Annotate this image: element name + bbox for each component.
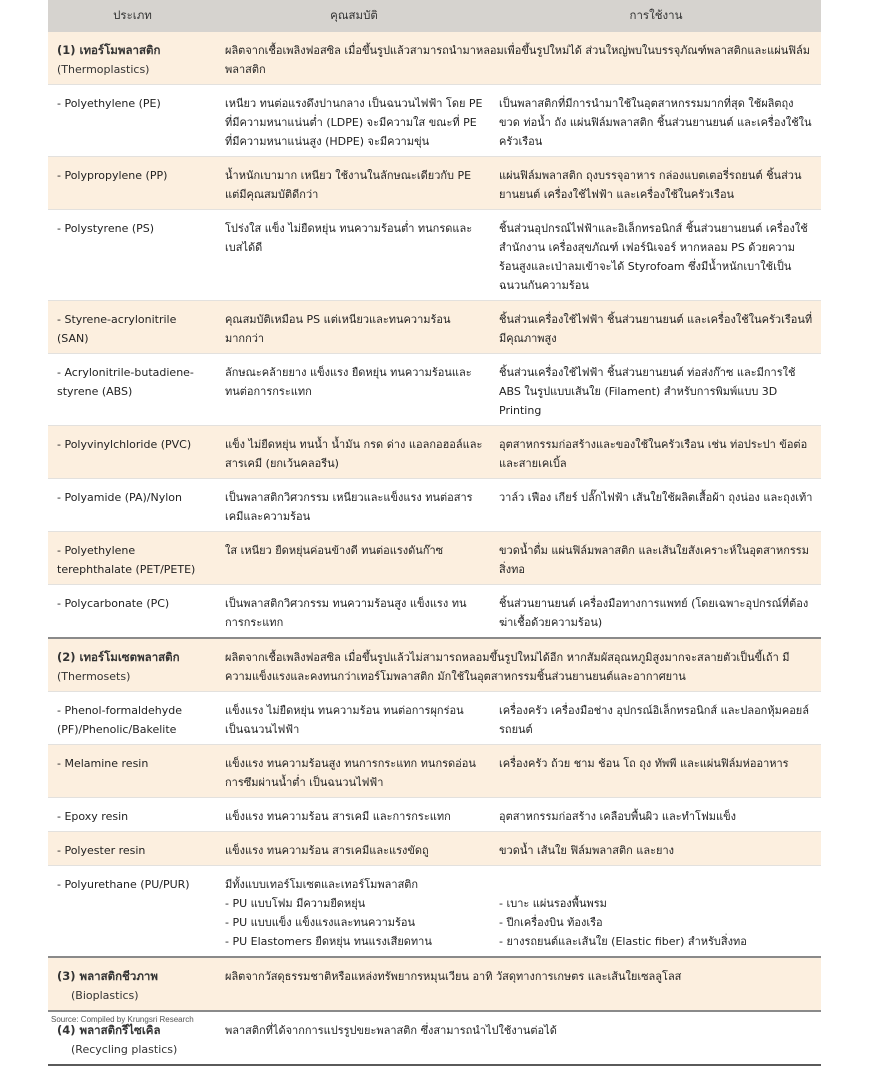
row-usage-line: - เบาะ แผ่นรองพื้นพรม [499, 897, 607, 910]
row-property: ใส เหนียว ยืดหยุ่นค่อนข้างดี ทนต่อแรงดันก๊าซ [217, 532, 491, 585]
row-usage: เครื่องครัว เครื่องมือช่าง อุปกรณ์อิเล็กทรอนิกส์ และปลอกหุ้มคอยล์รถยนต์ [491, 692, 821, 745]
row-property-line: - PU Elastomers ยืดหยุ่น ทนแรงเสียดทาน [225, 935, 432, 948]
header-property: คุณสมบัติ [217, 0, 491, 32]
row-usage: เครื่องครัว ถ้วย ชาม ช้อน โถ ถุง ทัพพี และแผ่นฟิล์มห่ออาหาร [491, 745, 821, 798]
row-type: - Acrylonitrile-butadiene-styrene (ABS) [48, 354, 217, 426]
table-row [48, 798, 821, 832]
group-subtitle: (Bioplastics) [71, 989, 139, 1002]
row-usage-line [499, 875, 815, 894]
row-usage: ชิ้นส่วนเครื่องใช้ไฟฟ้า ชิ้นส่วนยานยนต์ ท่อส่งก๊าซ และมีการใช้ ABS ในรูปแบบเส้นใย (Filament) สำหรับการพิมพ์แบบ 3D Printing [491, 354, 821, 426]
row-usage: เป็นพลาสติกที่มีการนำมาใช้ในอุตสาหกรรมมากที่สุด ใช้ผลิตถุง ขวด ท่อน้ำ ถัง แผ่นฟิล์มพลาสติก ชิ้นส่วนยานยนต์ และเครื่องใช้ในครัวเรือน [491, 85, 821, 157]
group-row-thermosets [48, 638, 821, 692]
row-property-line: มีทั้งแบบเทอร์โมเซตและเทอร์โมพลาสติก [225, 878, 419, 891]
row-type: - Polycarbonate (PC) [48, 585, 217, 639]
row-property: แข็งแรง ทนความร้อน สารเคมี และการกระแทก [217, 798, 491, 832]
group-title-cell [48, 32, 217, 85]
group-subtitle: (Recycling plastics) [71, 1043, 178, 1056]
row-usage: วาล์ว เฟือง เกียร์ ปลั๊กไฟฟ้า เส้นใยใช้ผลิตเสื้อผ้า ถุงน่อง และถุงเท้า [491, 479, 821, 532]
table-row [48, 585, 821, 639]
group-desc: ผลิตจากวัสดุธรรมชาติหรือแหล่งทรัพยากรหมุนเวียน อาทิ วัสดุทางการเกษตร และเส้นใยเซลลูโลส [217, 957, 821, 1011]
row-usage: ชิ้นส่วนยานยนต์ เครื่องมือทางการแพทย์ (โดยเฉพาะอุปกรณ์ที่ต้องฆ่าเชื้อด้วยความร้อน) [491, 585, 821, 639]
table-row [48, 354, 821, 426]
table-body [48, 32, 821, 1065]
table-row [48, 85, 821, 157]
group-subtitle: (Thermosets) [57, 670, 131, 683]
group-desc: พลาสติกที่ได้จากการแปรรูปขยะพลาสติก ซึ่งสามารถนำไปใช้งานต่อได้ [217, 1011, 821, 1065]
table-row [48, 479, 821, 532]
row-property: เป็นพลาสติกวิศวกรรม ทนความร้อนสูง แข็งแรง ทนการกระแทก [217, 585, 491, 639]
header-type: ประเภท [48, 0, 217, 32]
plastics-table [48, 0, 821, 1066]
group-subtitle: (Thermoplastics) [57, 63, 150, 76]
row-property: แข็ง ไม่ยืดหยุ่น ทนน้ำ น้ำมัน กรด ด่าง แอลกอฮอล์และสารเคมี (ยกเว้นคลอรีน) [217, 426, 491, 479]
table-row [48, 866, 821, 958]
row-type: - Epoxy resin [48, 798, 217, 832]
row-type: - Polyethylene (PE) [48, 85, 217, 157]
group-row-thermoplastics [48, 32, 821, 85]
row-type: - Polypropylene (PP) [48, 157, 217, 210]
row-type: - Polyester resin [48, 832, 217, 866]
table-row [48, 745, 821, 798]
row-type: - Melamine resin [48, 745, 217, 798]
table-row [48, 832, 821, 866]
row-property: เหนียว ทนต่อแรงดึงปานกลาง เป็นฉนวนไฟฟ้า โดย PE ที่มีความหนาแน่นต่ำ (LDPE) จะมีความใส ขณะที่ PE ที่มีความหนาแน่นสูง (HDPE) จะมีความขุ่น [217, 85, 491, 157]
group-title-cell [48, 638, 217, 692]
row-usage-line: - ยางรถยนต์และเส้นใย (Elastic fiber) สำหรับสิ่งทอ [499, 935, 747, 948]
plastics-table-container [48, 0, 821, 1066]
row-usage: อุตสาหกรรมก่อสร้าง เคลือบพื้นผิว และทำโฟมแข็ง [491, 798, 821, 832]
row-usage: แผ่นฟิล์มพลาสติก ถุงบรรจุอาหาร กล่องแบตเตอรี่รถยนต์ ชิ้นส่วนยานยนต์ เครื่องใช้ไฟฟ้า และเครื่องใช้ในครัวเรือน [491, 157, 821, 210]
table-row [48, 426, 821, 479]
row-usage [491, 866, 821, 958]
row-property: น้ำหนักเบามาก เหนียว ใช้งานในลักษณะเดียวกับ PE แต่มีคุณสมบัติดีกว่า [217, 157, 491, 210]
row-type: - Styrene-acrylonitrile (SAN) [48, 301, 217, 354]
group-title-cell [48, 957, 217, 1011]
row-usage-line: - ปีกเครื่องบิน ท้องเรือ [499, 916, 603, 929]
row-property: แข็งแรง ทนความร้อน สารเคมีและแรงขัดถู [217, 832, 491, 866]
group-title: (4) พลาสติกรีไซเคิล [57, 1023, 161, 1037]
table-header-row [48, 0, 821, 32]
group-desc: ผลิตจากเชื้อเพลิงฟอสซิล เมื่อขึ้นรูปแล้วสามารถนำมาหลอมเพื่อขึ้นรูปใหม่ได้ ส่วนใหญ่พบในบรรจุภัณฑ์พลาสติกและแผ่นฟิล์มพลาสติก [217, 32, 821, 85]
row-type: - Polyurethane (PU/PUR) [48, 866, 217, 958]
row-property: แข็งแรง ไม่ยืดหยุ่น ทนความร้อน ทนต่อการผุกร่อน เป็นฉนวนไฟฟ้า [217, 692, 491, 745]
group-title: (3) พลาสติกชีวภาพ [57, 969, 158, 983]
header-usage: การใช้งาน [491, 0, 821, 32]
row-property: คุณสมบัติเหมือน PS แต่เหนียวและทนความร้อนมากกว่า [217, 301, 491, 354]
table-row [48, 301, 821, 354]
row-type: - Polystyrene (PS) [48, 210, 217, 301]
row-property-line: - PU แบบแข็ง แข็งแรงและทนความร้อน [225, 916, 416, 929]
row-property: ลักษณะคล้ายยาง แข็งแรง ยืดหยุ่น ทนความร้อนและทนต่อการกระแทก [217, 354, 491, 426]
table-row [48, 210, 821, 301]
row-type: - Polyamide (PA)/Nylon [48, 479, 217, 532]
source-note: Source: Compiled by Krungsri Research [51, 1015, 194, 1024]
row-property: เป็นพลาสติกวิศวกรรม เหนียวและแข็งแรง ทนต่อสารเคมีและความร้อน [217, 479, 491, 532]
row-type: - Polyethylene terephthalate (PET/PETE) [48, 532, 217, 585]
row-property [217, 866, 491, 958]
row-usage: อุตสาหกรรมก่อสร้างและของใช้ในครัวเรือน เช่น ท่อประปา ข้อต่อ และสายเคเบิ้ล [491, 426, 821, 479]
group-title: (1) เทอร์โมพลาสติก [57, 43, 161, 57]
row-property: แข็งแรง ทนความร้อนสูง ทนการกระแทก ทนกรดอ่อน การซึมผ่านน้ำต่ำ เป็นฉนวนไฟฟ้า [217, 745, 491, 798]
row-usage: ขวดน้ำ เส้นใย ฟิล์มพลาสติก และยาง [491, 832, 821, 866]
row-type: - Polyvinylchloride (PVC) [48, 426, 217, 479]
row-usage: ชิ้นส่วนเครื่องใช้ไฟฟ้า ชิ้นส่วนยานยนต์ และเครื่องใช้ในครัวเรือนที่มีคุณภาพสูง [491, 301, 821, 354]
table-row [48, 532, 821, 585]
group-title: (2) เทอร์โมเซตพลาสติก [57, 650, 180, 664]
row-usage: ขวดน้ำดื่ม แผ่นฟิล์มพลาสติก และเส้นใยสังเคราะห์ในอุตสาหกรรมสิ่งทอ [491, 532, 821, 585]
row-property-line: - PU แบบโฟม มีความยืดหยุ่น [225, 897, 366, 910]
row-property: โปร่งใส แข็ง ไม่ยืดหยุ่น ทนความร้อนต่ำ ทนกรดและเบสได้ดี [217, 210, 491, 301]
row-type: - Phenol-formaldehyde (PF)/Phenolic/Bakelite [48, 692, 217, 745]
row-usage: ชิ้นส่วนอุปกรณ์ไฟฟ้าและอิเล็กทรอนิกส์ ชิ้นส่วนยานยนต์ เครื่องใช้สำนักงาน เครื่องสุขภัณฑ์ เฟอร์นิเจอร์ หากหลอม PS ด้วยความร้อนสูงและเป่าลมเข้าจะได้ Styrofoam ซึ่งมีน้ำหนักเบาใช้เป็นฉนวนกันความร้อน [491, 210, 821, 301]
table-row [48, 692, 821, 745]
group-row-bioplastics [48, 957, 821, 1011]
group-desc: ผลิตจากเชื้อเพลิงฟอสซิล เมื่อขึ้นรูปแล้วไม่สามารถหลอมขึ้นรูปใหม่ได้อีก หากสัมผัสอุณหภูมิสูงมากจะสลายตัวเป็นขี้เถ้า มีความแข็งแรงและคงทนกว่าเทอร์โมพลาสติก มักใช้ในอุตสาหกรรมชิ้นส่วนยานยนต์และอากาศยาน [217, 638, 821, 692]
table-row [48, 157, 821, 210]
